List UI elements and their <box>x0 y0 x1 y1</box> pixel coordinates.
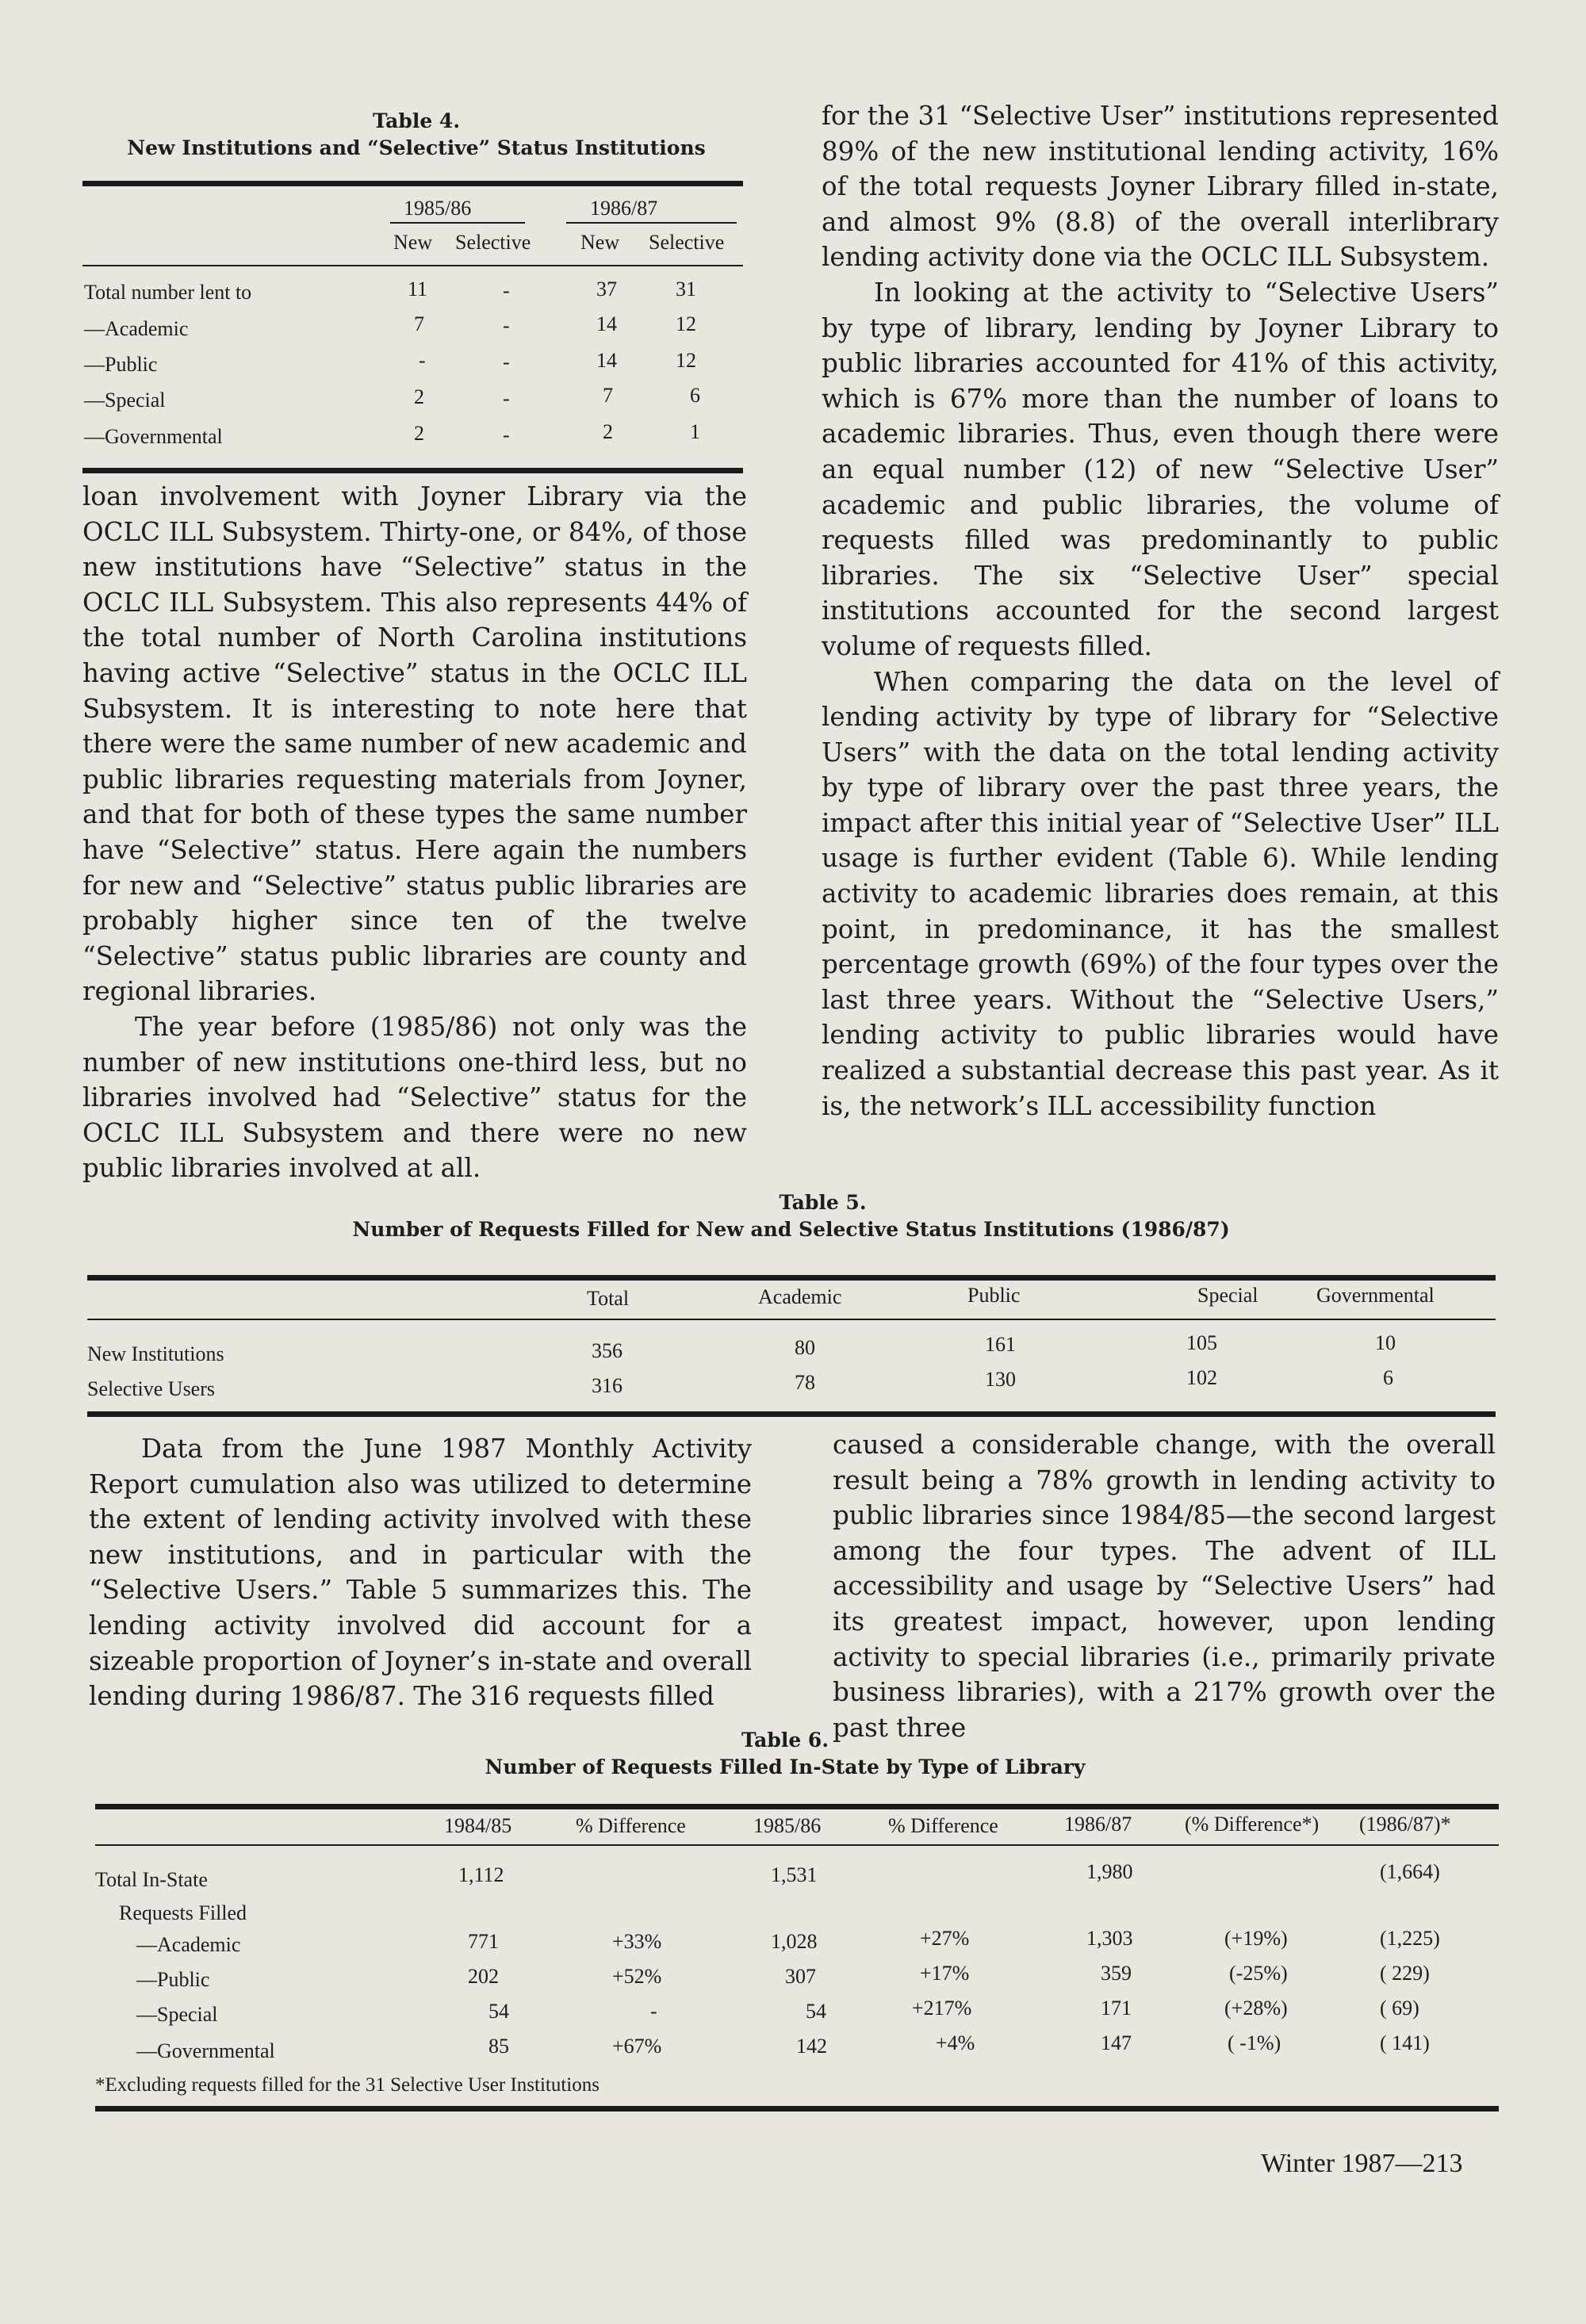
cell: ( 69) <box>1380 1997 1419 2020</box>
cell: 54 <box>806 2000 826 2023</box>
cell: ( 141) <box>1380 2031 1430 2054</box>
row-label: —Academic <box>136 1933 241 1956</box>
table6-bottom-rule <box>95 2106 1499 2112</box>
table5-bottom-rule <box>87 1411 1496 1417</box>
row-label: Total number lent to <box>84 281 252 304</box>
column-header: 1985/86 <box>753 1814 822 1837</box>
cell: 1,531 <box>771 1863 818 1886</box>
cell: 80 <box>795 1336 815 1359</box>
table6 <box>95 1809 1499 2111</box>
column-header: (% Difference*) <box>1185 1813 1320 1836</box>
table5-number: Table 5. <box>779 1191 867 1214</box>
cell: +67% <box>612 2035 662 2058</box>
table5 <box>87 1281 1496 1415</box>
column-header: % Difference <box>576 1814 686 1837</box>
cell: (1,664) <box>1380 1860 1440 1883</box>
row-label: —Academic <box>84 317 189 340</box>
cell: (+19%) <box>1224 1927 1288 1950</box>
row-label: —Governmental <box>84 425 223 448</box>
cell: 202 <box>468 1965 499 1988</box>
table6-caption <box>87 1727 1499 1781</box>
cell: 11 <box>408 278 428 301</box>
left-column-middle <box>89 1431 752 1714</box>
cell: 2 <box>603 420 613 443</box>
table5-title: Number of Requests Filled for New and Selective Status Institutions (1986/87) <box>352 1218 1230 1241</box>
cell: +17% <box>920 1962 970 1985</box>
cell: - <box>650 2000 657 2023</box>
paragraph: In looking at the activity to “Selective Users” by type of library, lending by Joyner Library to public libraries accounted for 41% of this activity, which is 67% more than the number of loans to academic libraries. Thus, even though there were an equal number (12) of new “Selective User” academic and public libraries, the volume of requests filled was predominantly to public libraries. The six “Selective User” special institutions accounted for the second largest volume of requests filled. <box>822 277 1499 661</box>
cell: +217% <box>912 1997 972 2020</box>
cell: 130 <box>985 1368 1016 1391</box>
column-header: 1986/87 <box>1064 1813 1132 1836</box>
table5-caption <box>79 1189 1503 1243</box>
column-header: Total <box>587 1287 630 1310</box>
column-header: Special <box>1197 1284 1258 1307</box>
column-header: Public <box>967 1284 1021 1307</box>
cell: 1 <box>690 420 700 443</box>
row-label: Total In-State <box>95 1868 208 1891</box>
cell: 14 <box>596 349 617 372</box>
table5-header-rule <box>87 1319 1496 1320</box>
cell: ( 229) <box>1380 1962 1430 1985</box>
column-header: Governmental <box>1316 1284 1435 1307</box>
table4 <box>82 190 743 468</box>
cell: 31 <box>676 278 696 301</box>
row-label: —Governmental <box>136 2039 275 2062</box>
right-column-middle <box>833 1427 1496 1745</box>
table4-sub-header: Selective <box>455 231 531 254</box>
cell: - <box>503 423 510 446</box>
cell: - <box>503 387 510 410</box>
cell: 14 <box>596 312 617 335</box>
row-label: —Special <box>136 2003 218 2026</box>
cell: 7 <box>603 384 613 407</box>
table6-footnote: *Excluding requests filled for the 31 Selective User Institutions <box>95 2074 600 2096</box>
table4-header-rule <box>82 265 743 266</box>
cell: 85 <box>488 2035 509 2058</box>
cell: 6 <box>1383 1366 1393 1389</box>
table4-top-rule <box>82 181 743 186</box>
cell: 37 <box>596 278 617 301</box>
paragraph: caused a considerable change, with the overall result being a 78% growth in lending activity to public libraries since 1984/85—the second largest among the four types. The advent of ILL accessibility and usage by “Selective Users” had its greatest impact, however, upon lending activity to special libraries (i.e., primarily private business libraries), with a 217% growth over the past three <box>833 1430 1496 1743</box>
cell: 12 <box>676 349 696 372</box>
cell: 2 <box>414 422 424 445</box>
cell: +27% <box>920 1927 970 1950</box>
cell: 10 <box>1375 1331 1396 1354</box>
row-label: —Public <box>136 1968 210 1991</box>
row-label: New Institutions <box>87 1342 224 1365</box>
table6-header-rule <box>95 1844 1499 1846</box>
cell: 1,980 <box>1086 1860 1133 1883</box>
cell: 2 <box>414 385 424 408</box>
row-label: Requests Filled <box>119 1901 247 1924</box>
cell: - <box>419 349 426 372</box>
column-header: % Difference <box>888 1814 998 1837</box>
cell: 1,112 <box>458 1863 504 1886</box>
table6-number: Table 6. <box>741 1729 829 1752</box>
cell: +52% <box>612 1965 662 1988</box>
cell: (+28%) <box>1224 1997 1288 2020</box>
table4-bottom-rule <box>82 468 743 473</box>
column-header: (1986/87)* <box>1359 1813 1451 1836</box>
cell: - <box>503 279 510 302</box>
cell: 54 <box>488 2000 509 2023</box>
cell: 316 <box>592 1374 623 1397</box>
right-column-top <box>822 98 1499 1124</box>
left-column-top <box>82 479 747 1186</box>
table5-top-rule <box>87 1275 1496 1281</box>
cell: 142 <box>796 2035 827 2058</box>
cell: 78 <box>795 1371 815 1394</box>
table4-sub-header: Selective <box>649 231 725 254</box>
cell: 771 <box>468 1930 499 1953</box>
paragraph: When comparing the data on the level of lending activity by type of library for “Selective Users” with the data on the total lending activity by type of library over the past three years, the impact after this initial year of “Selective User” ILL usage is further evident (Table 6). While lending activity to academic libraries does remain, at this point, in predominance, it has the smallest percentage growth (69%) of the four types over the last three years. Without the “Selective Users,” lending activity to public libraries would have realized a substantial decrease this past year. As it is, the network’s ILL accessibility function <box>822 666 1499 1121</box>
cell: +4% <box>936 2031 975 2054</box>
cell: 1,028 <box>771 1930 818 1953</box>
table4-year-header-1: 1985/86 <box>404 197 472 220</box>
paragraph: loan involvement with Joyner Library via the OCLC ILL Subsystem. Thirty-one, or 84%, of those new institutions have “Selective” status in the OCLC ILL Subsystem. This also represents 44% of the total number of North Carolina institutions having active “Selective” status in the OCLC ILL Subsystem. It is interesting to note here that there were the same number of new academic and public libraries requesting materials from Joyner, and that for both of these types the same number have “Selective” status. Here again the numbers for new and “Selective” status public libraries are probably higher since ten of the twelve “Selective” status public libraries are county and regional libraries. <box>82 481 747 1007</box>
cell: - <box>503 350 510 373</box>
table4-year-rule-2 <box>566 222 737 224</box>
row-label: Selective Users <box>87 1377 216 1400</box>
row-label: —Special <box>84 389 166 412</box>
cell: 102 <box>1186 1366 1217 1389</box>
cell: 359 <box>1101 1962 1132 1985</box>
table4-sub-header: New <box>580 231 620 254</box>
page-footer: Winter 1987—213 <box>1261 2149 1463 2178</box>
paragraph: Data from the June 1987 Monthly Activity Report cumulation also was utilized to determine the extent of lending activity involved with these new institutions, and in particular with the “Selective Users.” Table 5 summarizes this. The lending activity involved did account for a sizeable proportion of Joyner’s in-state and overall lending during 1986/87. The 316 requests filled <box>89 1434 752 1712</box>
column-header: Academic <box>758 1285 842 1308</box>
table4-year-header-2: 1986/87 <box>590 197 658 220</box>
paragraph: for the 31 “Selective User” institutions represented 89% of the new institutional lending activity, 16% of the total requests Joyner Library filled in-state, and almost 9% (8.8) of the overall interlibrary lending activity done via the OCLC ILL Subsystem. <box>822 101 1499 273</box>
cell: - <box>503 314 510 337</box>
table4-title: New Institutions and “Selective” Status Institutions <box>127 136 706 159</box>
row-label: —Public <box>84 353 158 376</box>
table4-number: Table 4. <box>372 109 461 132</box>
table4-caption <box>79 108 753 162</box>
cell: 307 <box>785 1965 816 1988</box>
table6-top-rule <box>95 1804 1499 1809</box>
cell: ( -1%) <box>1228 2031 1281 2054</box>
cell: 12 <box>676 312 696 335</box>
paragraph: The year before (1985/86) not only was the number of new institutions one-third less, but no libraries involved had “Selective” status for the OCLC ILL Subsystem and there were no new public libraries involved at all. <box>82 1011 747 1184</box>
cell: (-25%) <box>1229 1962 1288 1985</box>
table4-year-rule-1 <box>390 222 525 224</box>
cell: 1,303 <box>1086 1927 1133 1950</box>
table6-title: Number of Requests Filled In-State by Type of Library <box>485 1755 1086 1778</box>
cell: 6 <box>690 384 700 407</box>
column-header: 1984/85 <box>444 1814 512 1837</box>
cell: +33% <box>612 1930 662 1953</box>
table4-sub-header: New <box>393 231 433 254</box>
cell: 356 <box>592 1339 623 1362</box>
cell: 7 <box>414 312 424 335</box>
cell: (1,225) <box>1380 1927 1440 1950</box>
cell: 171 <box>1101 1997 1132 2020</box>
cell: 147 <box>1101 2031 1132 2054</box>
cell: 161 <box>985 1333 1016 1356</box>
cell: 105 <box>1186 1331 1217 1354</box>
